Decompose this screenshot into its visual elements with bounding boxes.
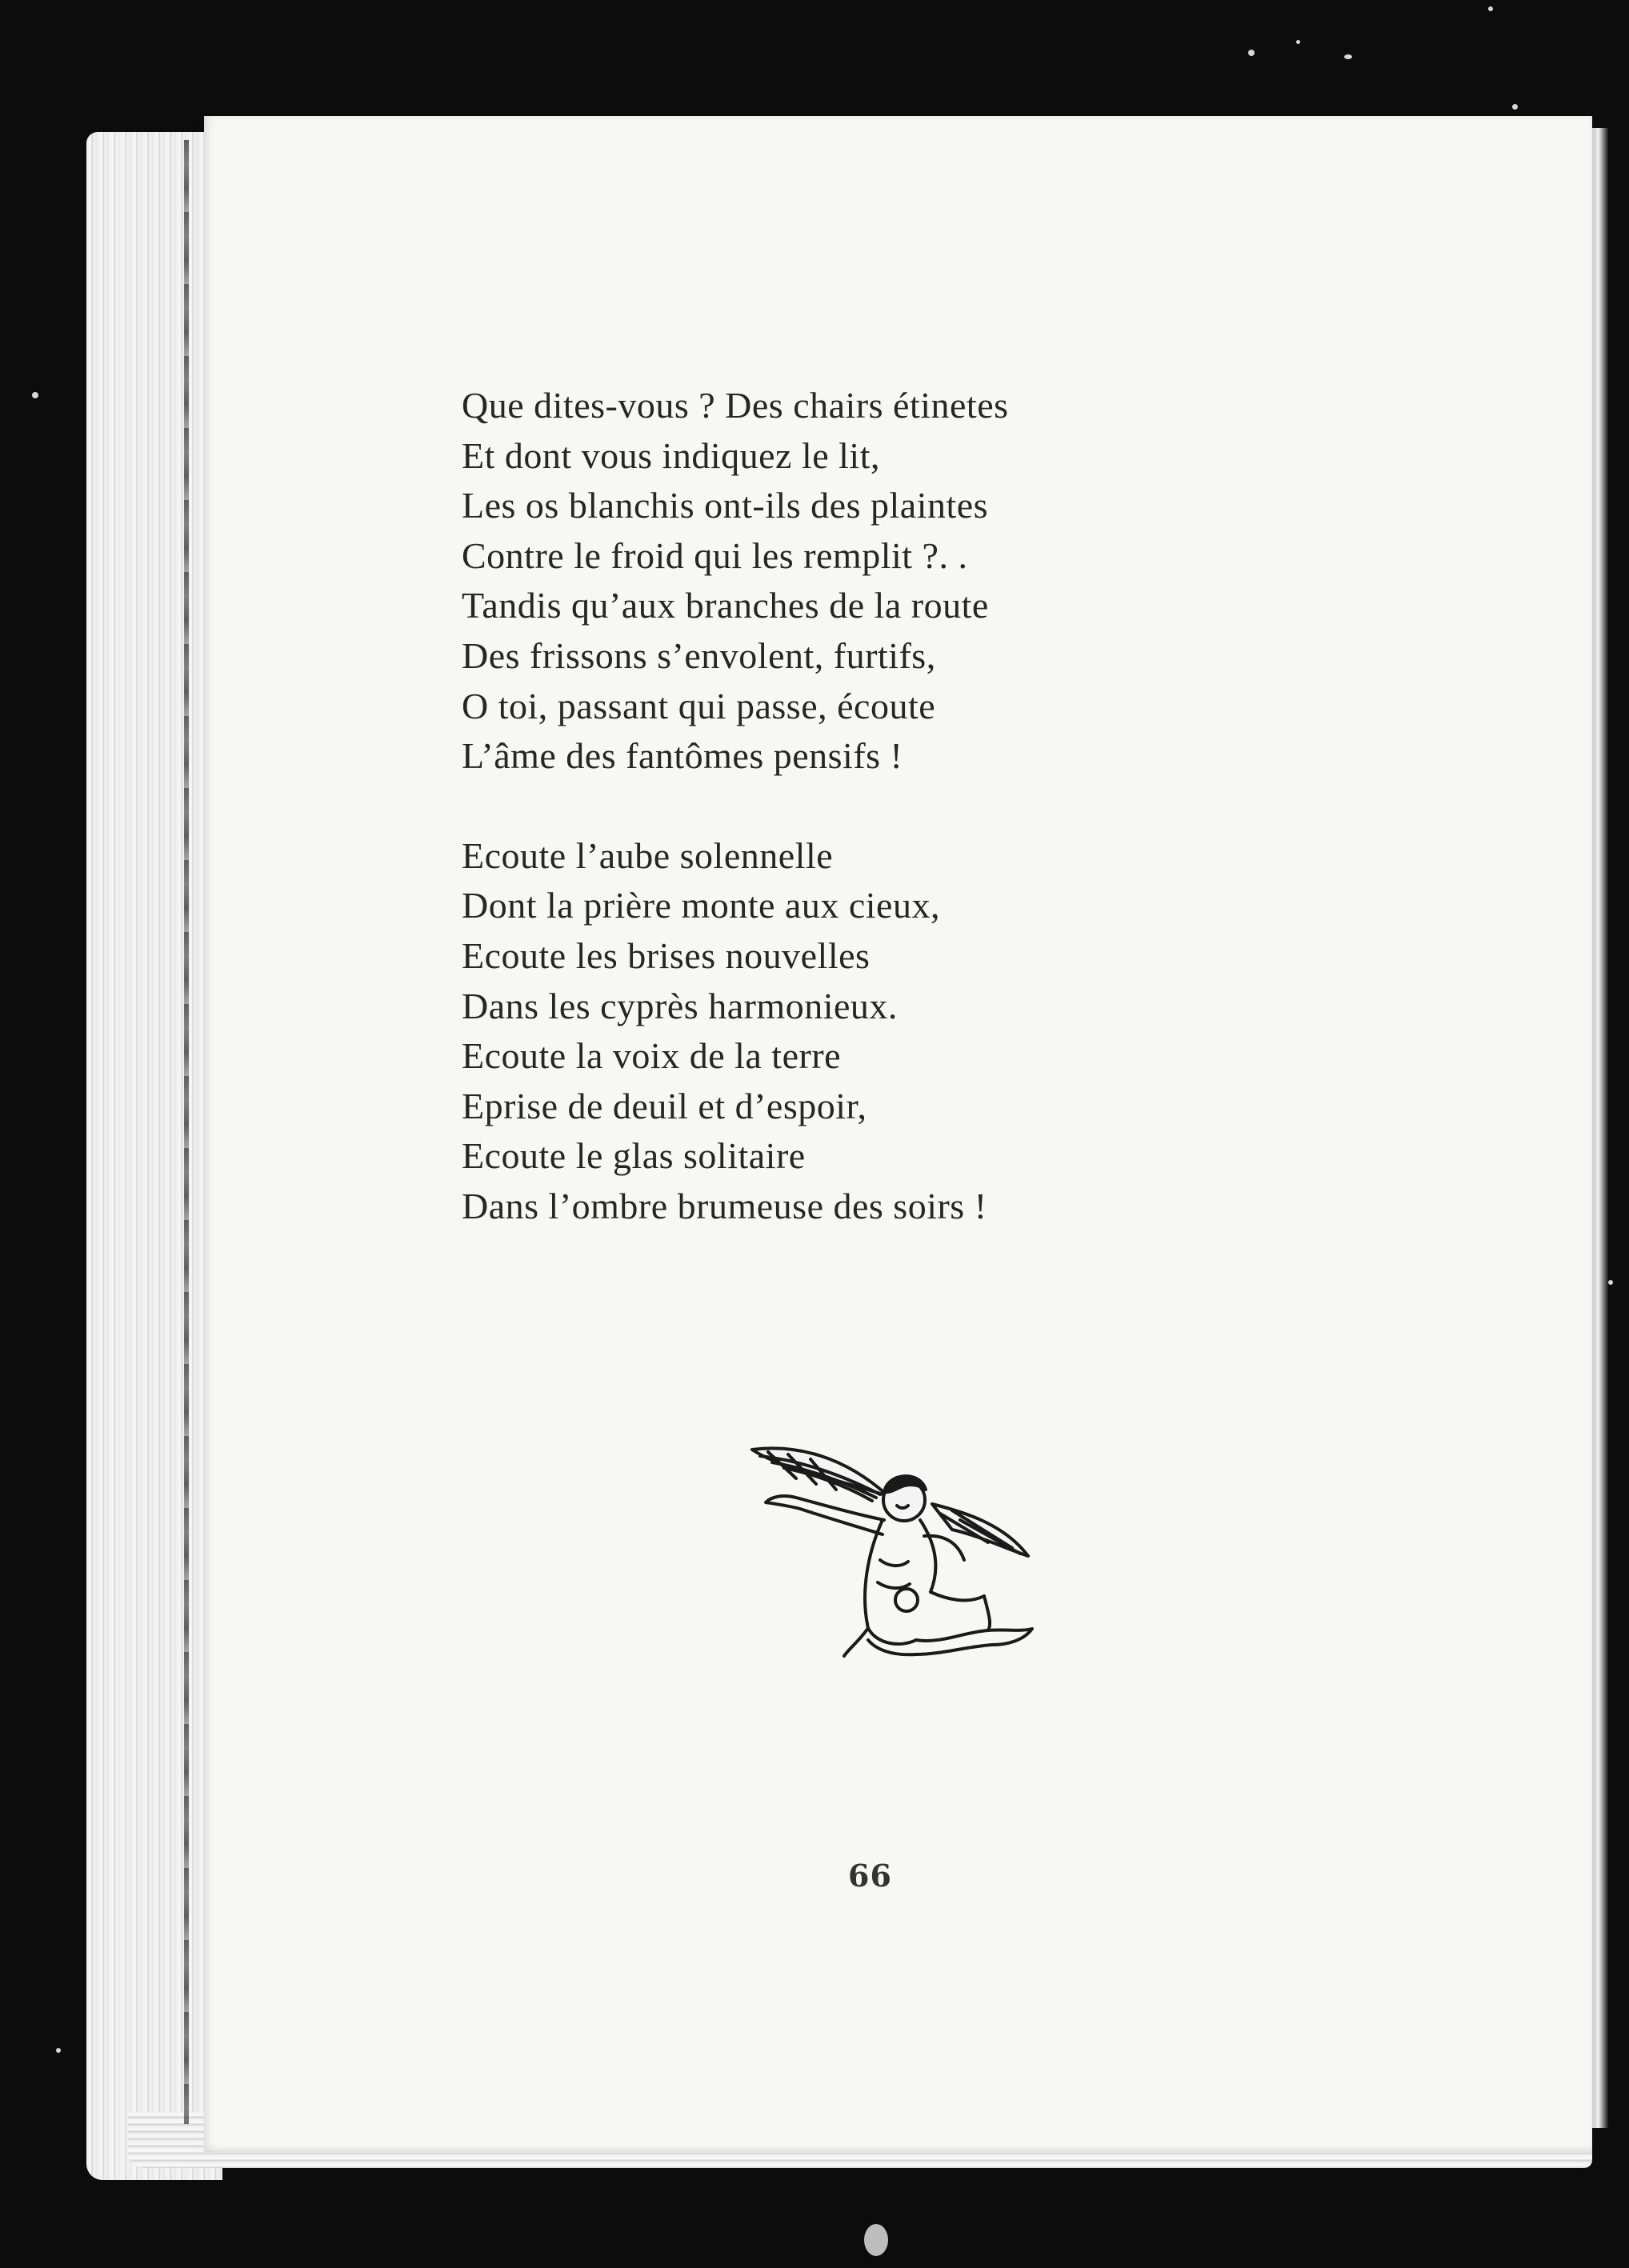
winged-cherub-icon: [748, 1440, 1052, 1672]
verse-line: Contre le froid qui les remplit ?. .: [462, 534, 968, 576]
verse-line: Les os blanchis ont-ils des plaintes: [462, 485, 989, 526]
gutter-shadow: [184, 140, 189, 2124]
verse-line: Que dites-vous ? Des chairs étinetes: [462, 385, 1009, 426]
page-number: 66: [848, 1858, 892, 1894]
stanza-1: [462, 381, 1262, 782]
stanza-2: [462, 831, 1262, 1232]
verse-line: Ecoute l’aube solennelle: [462, 834, 834, 876]
verse-line: Et dont vous indiquez le lit,: [462, 434, 880, 476]
verse-line: Tandis qu’aux branches de la route: [462, 585, 989, 626]
verse-line: Ecoute le glas solitaire: [462, 1135, 806, 1177]
verse-line: Eprise de deuil et d’espoir,: [462, 1085, 867, 1126]
page-edges-left: [86, 132, 222, 2180]
verse-line: Des frissons s’envolent, furtifs,: [462, 634, 936, 676]
verse-line: Ecoute la voix de la terre: [462, 1035, 842, 1077]
verse-line: O toi, passant qui passe, écoute: [462, 685, 936, 726]
verse-line: Dans les cyprès harmonieux.: [462, 985, 898, 1026]
verse-line: Dans l’ombre brumeuse des soirs !: [462, 1185, 987, 1226]
verse-line: Ecoute les brises nouvelles: [462, 934, 871, 976]
verse-line: Dont la prière monte aux cieux,: [462, 885, 940, 926]
verse-line: L’âme des fantômes pensifs !: [462, 735, 903, 777]
poem: [462, 381, 1262, 1232]
